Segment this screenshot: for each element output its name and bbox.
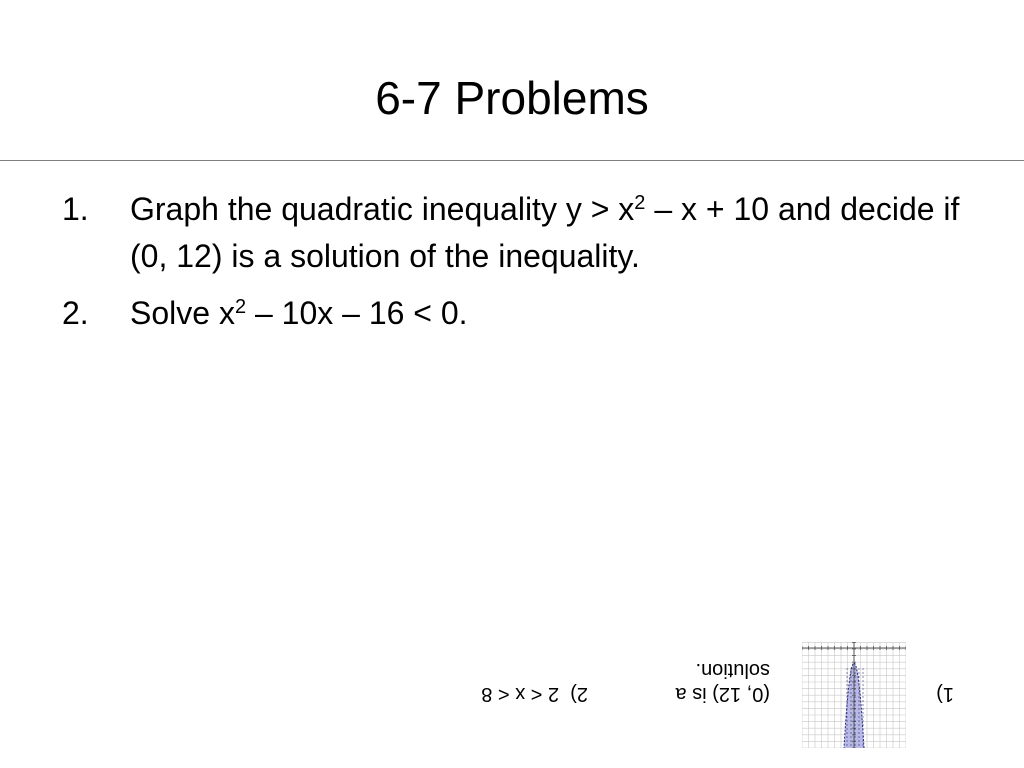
shading-dot — [846, 680, 847, 681]
shading-dot — [850, 716, 851, 717]
shading-dot — [850, 684, 851, 685]
shading-dot — [846, 728, 847, 729]
shading-dot — [858, 728, 859, 729]
shading-dot — [850, 708, 851, 709]
shading-dot — [858, 672, 859, 673]
shading-dot — [862, 692, 863, 693]
shading-dot — [854, 724, 855, 725]
shading-dot — [846, 684, 847, 685]
shading-dot — [846, 720, 847, 721]
shading-dot — [850, 740, 851, 741]
shading-dot — [846, 668, 847, 669]
shading-dot — [846, 732, 847, 733]
shading-dot — [850, 672, 851, 673]
shading-dot — [862, 696, 863, 697]
shading-dot — [862, 704, 863, 705]
shading-dot — [858, 692, 859, 693]
shading-dot — [846, 740, 847, 741]
shading-dot — [850, 676, 851, 677]
shading-dot — [862, 680, 863, 681]
shading-dot — [862, 712, 863, 713]
shading-dot — [862, 672, 863, 673]
shading-dot — [862, 684, 863, 685]
shading-dot — [854, 680, 855, 681]
shading-dot — [854, 736, 855, 737]
shading-dot — [846, 676, 847, 677]
shading-dot — [854, 676, 855, 677]
shading-dot — [854, 696, 855, 697]
shading-dot — [850, 680, 851, 681]
shading-dot — [850, 724, 851, 725]
problem-text-start: Graph the quadratic inequality y > x — [130, 191, 635, 227]
exponent: 2 — [634, 192, 646, 214]
problem-number: 2. — [62, 295, 89, 331]
slide-title: 6-7 Problems — [375, 72, 649, 124]
problem-item-1 — [62, 186, 982, 280]
shading-dot — [858, 708, 859, 709]
problem-text-end: – x + 10 and decide if (0, 12) is a solution of the inequality. — [130, 191, 960, 274]
answer-1-text: (0, 12) is a solution. — [675, 659, 770, 705]
shading-dot — [854, 692, 855, 693]
shading-dot — [850, 720, 851, 721]
shading-dot — [858, 732, 859, 733]
problem-text — [130, 290, 982, 337]
answer-2-text: 2) 2 < x < 8 — [481, 683, 588, 705]
shading-dot — [862, 688, 863, 689]
shading-dot — [846, 700, 847, 701]
shading-dot — [846, 688, 847, 689]
shading-dot — [850, 704, 851, 705]
upside-down-answers — [0, 630, 1024, 760]
shading-dot — [858, 696, 859, 697]
shading-dot — [846, 744, 847, 745]
shading-dot — [850, 688, 851, 689]
shading-dot — [854, 744, 855, 745]
shading-dot — [858, 700, 859, 701]
problem-number: 1. — [62, 191, 89, 227]
shading-dot — [846, 724, 847, 725]
shading-dot — [858, 724, 859, 725]
shading-dot — [858, 712, 859, 713]
shading-dot — [854, 712, 855, 713]
problem-text-start: Solve x — [130, 295, 235, 331]
shading-dot — [850, 712, 851, 713]
shading-dot — [854, 684, 855, 685]
shading-dot — [854, 672, 855, 673]
shading-dot — [858, 740, 859, 741]
shading-dot — [862, 676, 863, 677]
shading-dot — [858, 736, 859, 737]
shading-dot — [858, 744, 859, 745]
shading-dot — [850, 744, 851, 745]
shading-dot — [850, 732, 851, 733]
shading-dot — [862, 668, 863, 669]
shading-dot — [858, 704, 859, 705]
title-divider — [0, 160, 1024, 161]
exponent: 2 — [234, 296, 247, 318]
shading-dot — [850, 692, 851, 693]
problem-text — [130, 186, 982, 280]
problem-list — [62, 186, 982, 347]
answer-1-label: 1) — [936, 683, 954, 705]
shading-dot — [862, 700, 863, 701]
problem-text-end: – 10x – 16 < 0. — [246, 295, 468, 331]
shading-dot — [846, 736, 847, 737]
answer-graph — [802, 642, 906, 748]
shading-dot — [850, 700, 851, 701]
shading-dot — [862, 708, 863, 709]
shading-dot — [846, 672, 847, 673]
problem-item-2 — [62, 290, 982, 337]
shading-dot — [846, 692, 847, 693]
shading-dot — [850, 728, 851, 729]
shading-dot — [850, 736, 851, 737]
shading-dot — [858, 716, 859, 717]
shading-dot — [858, 688, 859, 689]
shading-dot — [858, 668, 859, 669]
shading-dot — [846, 716, 847, 717]
shading-dot — [862, 716, 863, 717]
shading-dot — [850, 696, 851, 697]
shading-dot — [858, 720, 859, 721]
shading-dot — [862, 744, 863, 745]
shading-dot — [854, 716, 855, 717]
shading-dot — [854, 732, 855, 733]
shading-dot — [854, 704, 855, 705]
